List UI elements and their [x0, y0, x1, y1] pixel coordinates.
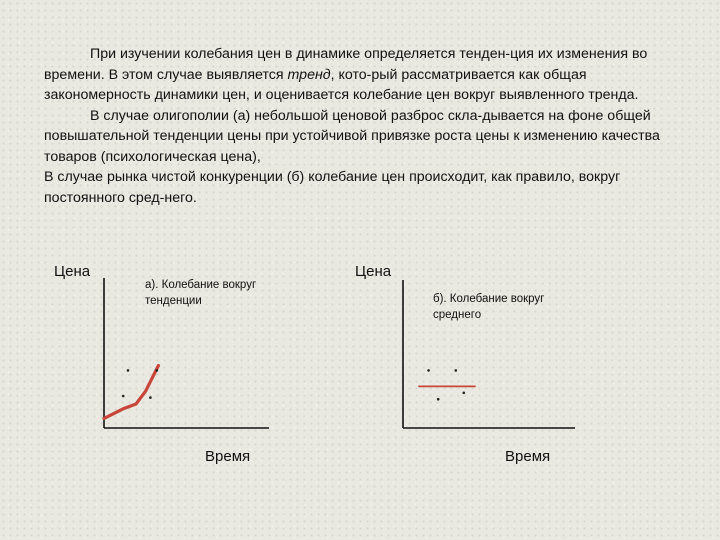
chart-b-title: б). Колебание вокруг среднего: [433, 293, 545, 321]
chart-a: [104, 278, 269, 428]
chart-a-ylabel: Цена: [54, 263, 91, 280]
term-trend: тренд: [287, 66, 331, 83]
paragraph-trend-end: , кото-рый рассматривается как общая закономерность динамики цен, и оценивается колебание цен вокруг выявленного тренда.: [44, 66, 639, 103]
chart-b-point-0: [427, 369, 430, 372]
chart-a-point-1: [122, 395, 125, 398]
chart-a-point-2: [156, 369, 159, 372]
chart-a-point-3: [149, 396, 152, 399]
paragraph-competition: В случае рынка чистой конкуренции (б) колебание цен происходит, как правило, вокруг постоянного сред-него.: [44, 169, 621, 206]
chart-b-point-3: [463, 392, 466, 395]
chart-b-xlabel: Время: [505, 448, 551, 465]
chart-a-xlabel: Время: [205, 448, 251, 465]
chart-a-trend-line: [104, 366, 158, 419]
chart-a-title: а). Колебание вокруг тенденции: [145, 279, 257, 307]
chart-b-point-2: [437, 398, 440, 401]
chart-a-point-0: [127, 369, 130, 372]
chart-b: [403, 280, 575, 428]
chart-b-ylabel: Цена: [355, 263, 392, 280]
chart-b-point-1: [455, 369, 458, 372]
paragraph-oligopoly: В случае олигополии (а) небольшой ценовой разброс скла-дывается на фоне общей повышательной тенденции цены при устойчивой привязке роста цены к изменению качества товаров (психологическая цена),: [44, 107, 660, 165]
paragraph-trend-start: При изучении колебания цен в динамике определяется тенден-ция их изменения во времени. В этом случае выявляется: [44, 46, 648, 83]
